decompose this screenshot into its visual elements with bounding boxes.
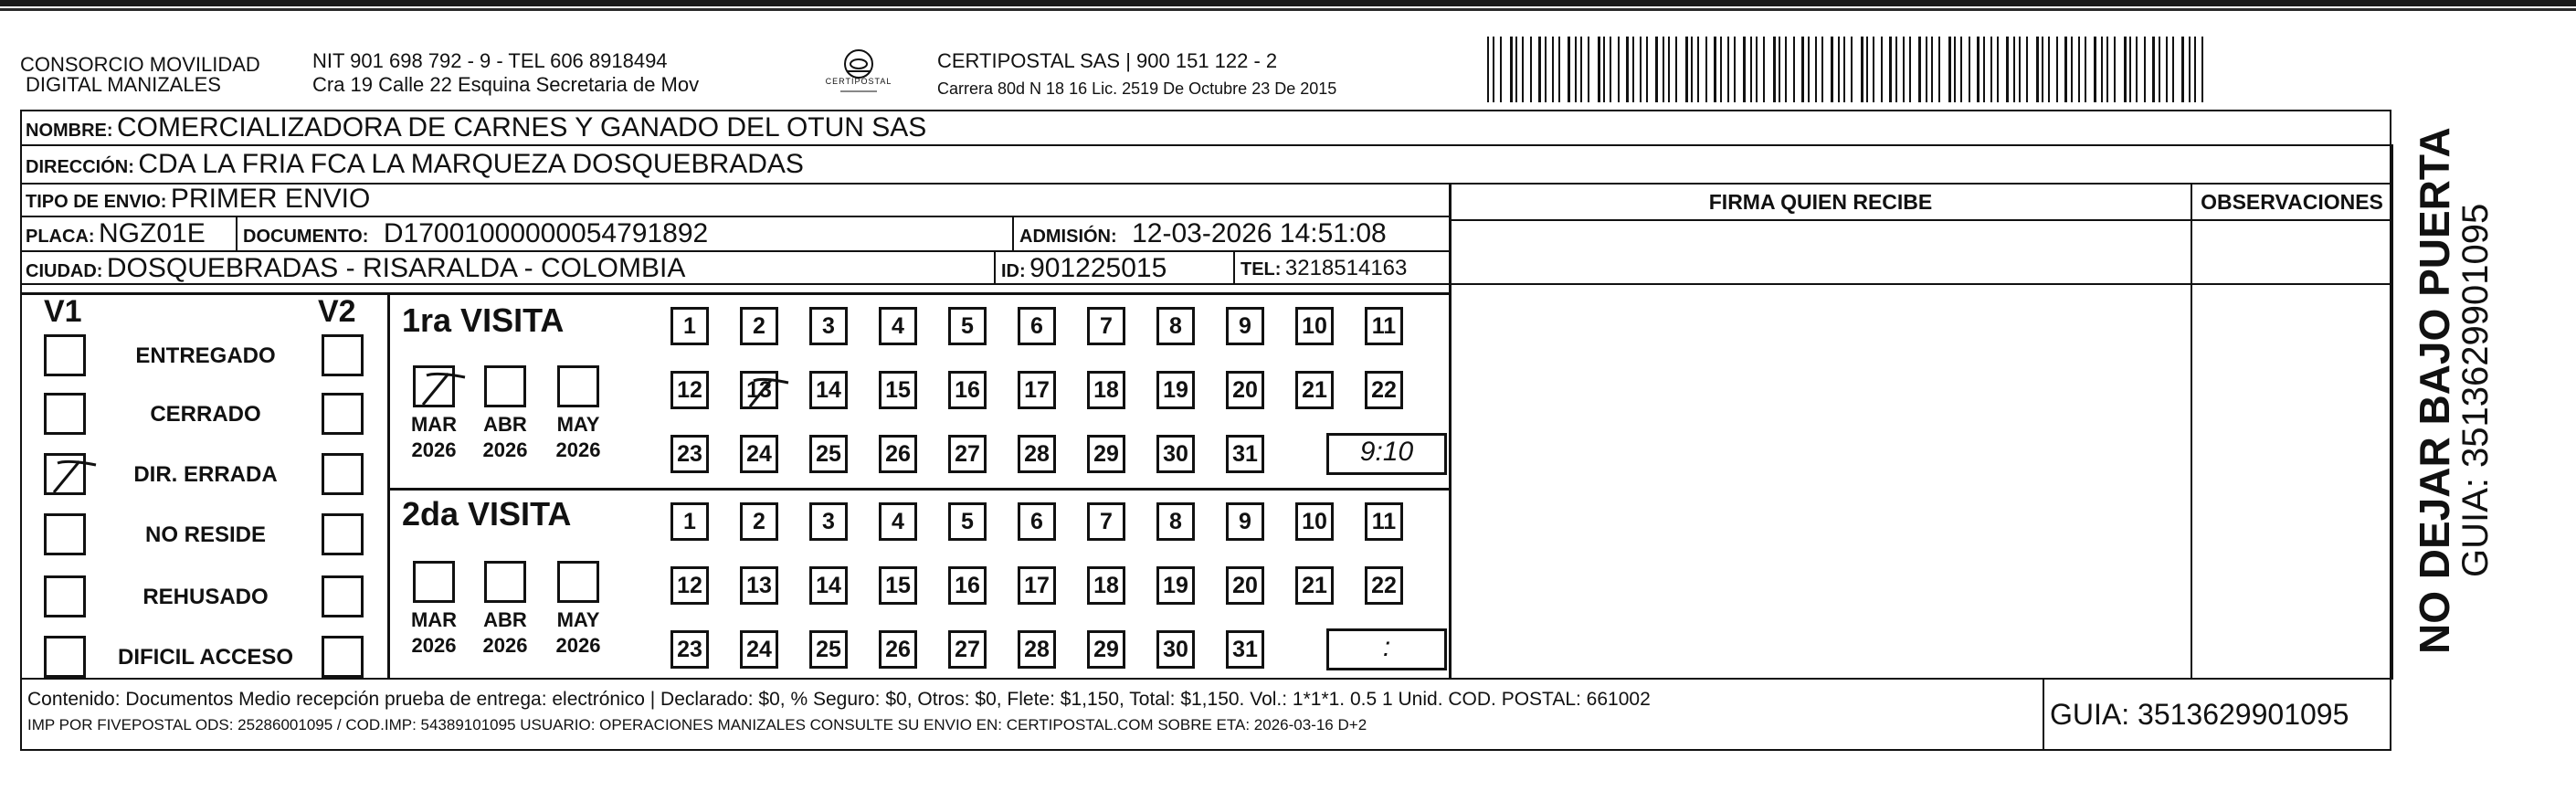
barcode-bar: [1918, 37, 1921, 102]
barcode-bar: [1515, 37, 1517, 102]
status-reason-label: DIR. ERRADA: [133, 462, 278, 487]
courier-name: CERTIPOSTAL SAS | 900 151 122 - 2: [937, 49, 1278, 72]
day-box[interactable]: 24: [740, 630, 778, 669]
barcode-bar: [1873, 37, 1874, 102]
day-box[interactable]: 21: [1295, 371, 1334, 409]
barcode-bar: [1663, 37, 1664, 102]
barcode-bar: [2078, 37, 2080, 102]
day-box[interactable]: 8: [1156, 307, 1195, 345]
day-box[interactable]: 5: [948, 502, 987, 541]
divider: [2391, 146, 2393, 680]
day-box[interactable]: 25: [809, 435, 848, 473]
barcode-bar: [1750, 37, 1752, 102]
day-box[interactable]: 30: [1156, 630, 1195, 669]
company-address: Cra 19 Calle 22 Esquina Secretaria de Mov: [312, 73, 700, 96]
barcode-bar: [1727, 37, 1729, 102]
v2-checkbox[interactable]: [322, 513, 364, 555]
divider: [2043, 678, 2044, 751]
id-value: 901225015: [1029, 253, 1167, 283]
day-box[interactable]: 20: [1226, 371, 1264, 409]
day-box[interactable]: 13: [740, 371, 778, 409]
barcode-bar: [2114, 37, 2116, 102]
direccion-label: DIRECCIÓN:: [26, 157, 134, 177]
documento-field: [243, 217, 708, 255]
barcode: [1487, 37, 2218, 102]
nombre-label: NOMBRE:: [26, 121, 113, 141]
courier-address: Carrera 80d N 18 16 Lic. 2519 De Octubre 23 De 2015: [937, 79, 1337, 98]
tipo-envio-value: PRIMER ENVIO: [170, 184, 371, 214]
divider: [1233, 250, 1235, 285]
barcode-bar: [1969, 37, 1970, 102]
divider: [20, 678, 2393, 680]
day-box[interactable]: 15: [879, 371, 917, 409]
day-box[interactable]: 19: [1156, 566, 1195, 605]
visit-time-field[interactable]: :: [1326, 628, 1447, 670]
admision-value: 12-03-2026 14:51:08: [1132, 218, 1387, 248]
barcode-bar: [1510, 37, 1513, 102]
barcode-bar: [1831, 37, 1833, 102]
day-box[interactable]: 12: [670, 566, 709, 605]
barcode-bar: [1954, 37, 1956, 102]
barcode-bar: [1500, 37, 1502, 102]
barcode-bar: [1743, 37, 1746, 102]
day-box[interactable]: 9: [1226, 502, 1264, 541]
day-box[interactable]: 19: [1156, 371, 1195, 409]
year-label: 2026: [555, 438, 601, 461]
barcode-bar: [2194, 37, 2196, 102]
month-checkbox[interactable]: [484, 561, 526, 603]
day-box[interactable]: 6: [1018, 502, 1056, 541]
year-label: 2026: [411, 634, 457, 657]
footer-guia: GUIA: 3513629901095: [2050, 698, 2349, 731]
barcode-bar: [1960, 37, 1962, 102]
month-checkbox[interactable]: [557, 365, 599, 407]
ciudad-field: [26, 252, 685, 290]
day-box[interactable]: 30: [1156, 435, 1195, 473]
barcode-bar: [2144, 37, 2146, 102]
status-reason-label: CERRADO: [150, 402, 261, 427]
barcode-bar: [2042, 37, 2043, 102]
v1-checkbox[interactable]: [44, 393, 86, 435]
day-box[interactable]: 7: [1087, 307, 1125, 345]
nombre-row: [26, 111, 926, 149]
barcode-bar: [1756, 37, 1758, 102]
month-checkbox[interactable]: [484, 365, 526, 407]
placa-field: [26, 217, 206, 255]
barcode-bar: [1580, 37, 1582, 102]
direccion-value: CDA LA FRIA FCA LA MARQUEZA DOSQUEBRADAS: [138, 149, 804, 179]
barcode-bar: [1866, 37, 1868, 102]
barcode-bar: [2071, 37, 2073, 102]
v2-checkbox[interactable]: [322, 636, 364, 678]
day-box[interactable]: 4: [879, 502, 917, 541]
day-box[interactable]: 5: [948, 307, 987, 345]
month-checkbox[interactable]: [413, 561, 455, 603]
day-box[interactable]: 27: [948, 435, 987, 473]
courier-logo: [813, 44, 904, 99]
barcode-bar: [1640, 37, 1642, 102]
visit2-title: 2da VISITA: [402, 495, 572, 533]
divider: [994, 250, 996, 285]
day-box[interactable]: 16: [948, 566, 987, 605]
divider: [387, 292, 390, 680]
month-label: MAY: [556, 608, 600, 631]
day-box[interactable]: 15: [879, 566, 917, 605]
year-label: 2026: [482, 438, 528, 461]
company-name-line1: CONSORCIO MOVILIDAD: [20, 53, 260, 76]
ciudad-label: CIUDAD:: [26, 261, 103, 281]
v1-checkbox[interactable]: [44, 636, 86, 678]
barcode-bar: [2166, 37, 2168, 102]
barcode-bar: [1668, 37, 1670, 102]
day-box[interactable]: 23: [670, 435, 709, 473]
id-field: [1001, 252, 1167, 290]
day-box[interactable]: 16: [948, 371, 987, 409]
barcode-bar: [1815, 37, 1817, 102]
barcode-bar: [1545, 37, 1547, 102]
placa-value: NGZ01E: [99, 218, 206, 248]
day-box[interactable]: 22: [1365, 566, 1403, 605]
company-name-line2: DIGITAL MANIZALES: [26, 73, 221, 96]
barcode-bar: [1720, 37, 1722, 102]
day-box[interactable]: 18: [1087, 566, 1125, 605]
day-box[interactable]: 8: [1156, 502, 1195, 541]
tipo-envio-row: [26, 183, 370, 220]
day-box[interactable]: 4: [879, 307, 917, 345]
barcode-bar: [2013, 37, 2015, 102]
month-label: MAR: [410, 608, 458, 631]
barcode-bar: [1785, 37, 1787, 102]
barcode-bar: [2019, 37, 2021, 102]
barcode-bar: [1603, 37, 1605, 102]
barcode-bar: [1646, 37, 1648, 102]
year-label: 2026: [411, 438, 457, 461]
direccion-row: [26, 148, 804, 185]
day-box[interactable]: 1: [670, 307, 709, 345]
visit1-title: 1ra VISITA: [402, 301, 565, 339]
barcode-bar: [1493, 37, 1494, 102]
v1-checkbox[interactable]: [44, 334, 86, 376]
documento-value: D17001000000054791892: [383, 218, 709, 248]
barcode-bar: [1632, 37, 1634, 102]
day-box[interactable]: 12: [670, 371, 709, 409]
barcode-bar: [1626, 37, 1629, 102]
day-box[interactable]: 2: [740, 307, 778, 345]
v2-checkbox[interactable]: [322, 453, 364, 495]
v1-header: V1: [44, 294, 82, 329]
barcode-bar: [1838, 37, 1840, 102]
day-box[interactable]: 27: [948, 630, 987, 669]
day-box[interactable]: 11: [1365, 502, 1403, 541]
barcode-bar: [2064, 37, 2067, 102]
barcode-bar: [1598, 37, 1600, 102]
day-box[interactable]: 28: [1018, 435, 1056, 473]
barcode-bar: [1926, 37, 1927, 102]
v1-checkbox[interactable]: [44, 575, 86, 617]
barcode-bar: [1538, 37, 1541, 102]
barcode-bar: [1983, 37, 1985, 102]
barcode-bar: [1568, 37, 1570, 102]
barcode-bar: [1705, 37, 1707, 102]
barcode-bar: [1610, 37, 1611, 102]
v2-checkbox[interactable]: [322, 334, 364, 376]
day-box[interactable]: 11: [1365, 307, 1403, 345]
month-label: MAR: [410, 413, 458, 436]
observaciones-area[interactable]: [2192, 219, 2391, 678]
barcode-bar: [1691, 37, 1693, 102]
day-box[interactable]: 25: [809, 630, 848, 669]
barcode-bar: [1773, 37, 1776, 102]
barcode-bar: [2048, 37, 2050, 102]
courier-logo-text: CERTIPOSTAL: [825, 77, 892, 86]
barcode-bar: [1558, 37, 1560, 102]
day-box[interactable]: 23: [670, 630, 709, 669]
barcode-bar: [2124, 37, 2127, 102]
barcode-bar: [1990, 37, 1992, 102]
visit-time-field[interactable]: 9:10: [1326, 433, 1447, 475]
scan-edge: [0, 0, 2576, 16]
barcode-bar: [1821, 37, 1823, 102]
day-box[interactable]: 28: [1018, 630, 1056, 669]
barcode-bar: [1861, 37, 1863, 102]
day-box[interactable]: 7: [1087, 502, 1125, 541]
month-label: ABR: [483, 413, 527, 436]
barcode-bar: [2006, 37, 2009, 102]
barcode-bar: [1675, 37, 1677, 102]
tel-value: 3218514163: [1284, 256, 1408, 280]
barcode-bar: [2172, 37, 2174, 102]
day-box[interactable]: 6: [1018, 307, 1056, 345]
admision-label: ADMISIÓN:: [1019, 227, 1117, 247]
barcode-bar: [2181, 37, 2184, 102]
barcode-bar: [2085, 37, 2086, 102]
barcode-bar: [1618, 37, 1620, 102]
day-box[interactable]: 3: [809, 307, 848, 345]
barcode-bar: [1655, 37, 1658, 102]
barcode-bar: [1851, 37, 1853, 102]
status-reason-label: NO RESIDE: [144, 522, 267, 547]
barcode-bar: [2201, 37, 2203, 102]
day-box[interactable]: 14: [809, 371, 848, 409]
day-box[interactable]: 10: [1295, 502, 1334, 541]
footer-imp: IMP POR FIVEPOSTAL ODS: 25286001095 / COD.IMP: 54389101095 USUARIO: OPERACIONES MANIZALES CONSULTE SU ENVIO EN: CERTIPOSTAL.COM SOBRE ETA: 2026-03-16 D+2: [27, 716, 1367, 733]
barcode-bar: [2101, 37, 2103, 102]
barcode-bar: [2056, 37, 2058, 102]
barcode-bar: [1793, 37, 1795, 102]
barcode-bar: [1931, 37, 1933, 102]
day-box[interactable]: 17: [1018, 371, 1056, 409]
day-box[interactable]: 1: [670, 502, 709, 541]
nombre-value: COMERCIALIZADORA DE CARNES Y GANADO DEL OTUN SAS: [117, 112, 927, 142]
barcode-bar: [2106, 37, 2108, 102]
divider: [389, 488, 1451, 491]
day-box[interactable]: 18: [1087, 371, 1125, 409]
day-box[interactable]: 13: [740, 566, 778, 605]
ciudad-value: DOSQUEBRADAS - RISARALDA - COLOMBIA: [106, 253, 686, 283]
barcode-bar: [1588, 37, 1589, 102]
barcode-bar: [2129, 37, 2131, 102]
tipo-envio-label: TIPO DE ENVIO:: [26, 192, 167, 212]
month-checkbox[interactable]: [557, 561, 599, 603]
documento-label: DOCUMENTO:: [243, 227, 369, 247]
day-box[interactable]: 9: [1226, 307, 1264, 345]
v1-checkbox[interactable]: [44, 453, 86, 495]
status-reason-label: DIFICIL ACCESO: [117, 645, 293, 670]
divider: [236, 216, 238, 250]
day-box[interactable]: 29: [1087, 435, 1125, 473]
v2-checkbox[interactable]: [322, 575, 364, 617]
status-reason-label: ENTREGADO: [135, 343, 276, 368]
barcode-bar: [2094, 37, 2096, 102]
barcode-bar: [2026, 37, 2028, 102]
firma-signature-area[interactable]: [1451, 219, 2191, 678]
day-box[interactable]: 31: [1226, 630, 1264, 669]
admision-field: [1019, 217, 1387, 255]
tel-label: TEL:: [1240, 259, 1282, 280]
barcode-bar: [1697, 37, 1699, 102]
day-box[interactable]: 14: [809, 566, 848, 605]
barcode-bar: [2136, 37, 2138, 102]
year-label: 2026: [482, 634, 528, 657]
barcode-bar: [1881, 37, 1883, 102]
day-box[interactable]: 2: [740, 502, 778, 541]
barcode-bar: [1487, 37, 1489, 102]
barcode-bar: [1763, 37, 1765, 102]
day-box[interactable]: 26: [879, 630, 917, 669]
barcode-bar: [2152, 37, 2155, 102]
barcode-bar: [2159, 37, 2160, 102]
month-label: ABR: [483, 608, 527, 631]
barcode-bar: [1808, 37, 1810, 102]
barcode-bar: [1685, 37, 1688, 102]
barcode-bar: [1801, 37, 1804, 102]
day-box[interactable]: 21: [1295, 566, 1334, 605]
barcode-bar: [1843, 37, 1845, 102]
month-label: MAY: [556, 413, 600, 436]
month-checkbox[interactable]: [413, 365, 455, 407]
placa-label: PLACA:: [26, 227, 95, 247]
year-label: 2026: [555, 634, 601, 657]
barcode-bar: [1530, 37, 1532, 102]
barcode-bar: [1903, 37, 1905, 102]
divider: [1012, 216, 1014, 250]
barcode-bar: [1909, 37, 1911, 102]
day-box[interactable]: 24: [740, 435, 778, 473]
day-box[interactable]: 20: [1226, 566, 1264, 605]
divider: [20, 292, 1451, 295]
barcode-bar: [1977, 37, 1980, 102]
barcode-bar: [1889, 37, 1892, 102]
barcode-bar: [1895, 37, 1897, 102]
id-label: ID:: [1001, 261, 1026, 281]
day-box[interactable]: 31: [1226, 435, 1264, 473]
day-box[interactable]: 26: [879, 435, 917, 473]
v1-checkbox[interactable]: [44, 513, 86, 555]
day-box[interactable]: 3: [809, 502, 848, 541]
v2-checkbox[interactable]: [322, 393, 364, 435]
side-guia: GUIA: 3513629901095: [2455, 203, 2496, 577]
day-box[interactable]: 17: [1018, 566, 1056, 605]
firma-header: FIRMA QUIEN RECIBE: [1708, 190, 1933, 214]
barcode-bar: [1938, 37, 1940, 102]
barcode-bar: [1779, 37, 1780, 102]
barcode-bar: [1575, 37, 1577, 102]
footer-contenido: Contenido: Documentos Medio recepción prueba de entrega: electrónico | Declarado: $0, % Seguro: $0, Otros: $0, Flete: $1,150, Total: $1,150. Vol.: 1*1*1. 0.5 1 Unid. COD. POSTAL: 661002: [27, 689, 1651, 710]
v2-header: V2: [318, 294, 356, 329]
company-nit: NIT 901 698 792 - 9 - TEL 606 8918494: [312, 49, 668, 72]
barcode-bar: [1734, 37, 1736, 102]
tel-field: [1240, 252, 1407, 288]
barcode-bar: [1997, 37, 1999, 102]
status-reason-label: REHUSADO: [143, 585, 269, 609]
barcode-bar: [1948, 37, 1951, 102]
barcode-bar: [2036, 37, 2039, 102]
barcode-bar: [1714, 37, 1716, 102]
side-warning: NO DEJAR BAJO PUERTA: [2411, 127, 2458, 654]
observaciones-header: OBSERVACIONES: [2201, 190, 2383, 214]
day-box[interactable]: 10: [1295, 307, 1334, 345]
day-box[interactable]: 22: [1365, 371, 1403, 409]
barcode-bar: [1552, 37, 1554, 102]
day-box[interactable]: 29: [1087, 630, 1125, 669]
barcode-bar: [2189, 37, 2191, 102]
barcode-bar: [1522, 37, 1524, 102]
